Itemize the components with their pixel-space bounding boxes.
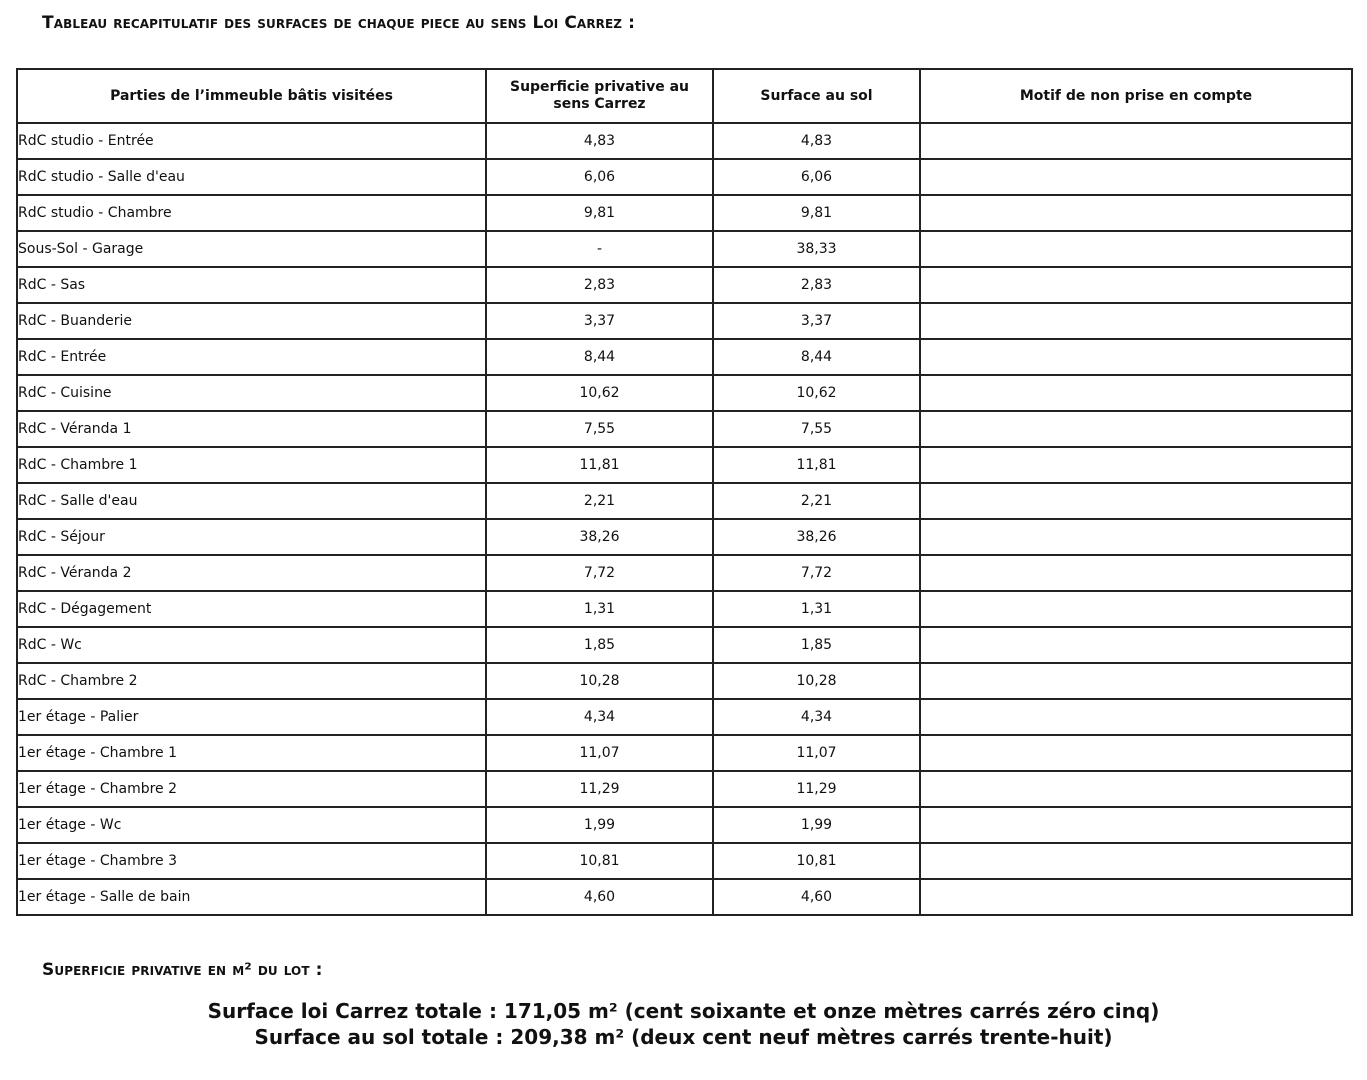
cell-motif [920, 699, 1352, 735]
cell-superficie-carrez: 3,37 [486, 303, 713, 339]
cell-superficie-carrez: 38,26 [486, 519, 713, 555]
cell-surface-sol: 4,60 [713, 879, 920, 915]
header-surface-sol: Surface au sol [713, 69, 920, 123]
cell-motif [920, 627, 1352, 663]
cell-surface-sol: 2,21 [713, 483, 920, 519]
cell-piece: RdC studio - Entrée [17, 123, 486, 159]
table-row [17, 807, 1352, 843]
cell-piece: RdC - Sas [17, 267, 486, 303]
cell-piece: RdC - Chambre 2 [17, 663, 486, 699]
cell-motif [920, 483, 1352, 519]
cell-piece: RdC - Cuisine [17, 375, 486, 411]
cell-motif [920, 735, 1352, 771]
cell-piece: 1er étage - Chambre 3 [17, 843, 486, 879]
table-row [17, 375, 1352, 411]
cell-motif [920, 843, 1352, 879]
cell-surface-sol: 38,26 [713, 519, 920, 555]
table-row [17, 591, 1352, 627]
cell-superficie-carrez: 4,83 [486, 123, 713, 159]
cell-surface-sol: 2,83 [713, 267, 920, 303]
cell-superficie-carrez: 10,62 [486, 375, 713, 411]
table-row [17, 627, 1352, 663]
cell-piece: RdC studio - Salle d'eau [17, 159, 486, 195]
header-parties: Parties de l’immeuble bâtis visitées [17, 69, 486, 123]
table-header-row [17, 69, 1352, 123]
cell-piece: RdC - Buanderie [17, 303, 486, 339]
cell-surface-sol: 3,37 [713, 303, 920, 339]
cell-surface-sol: 11,07 [713, 735, 920, 771]
cell-surface-sol: 10,28 [713, 663, 920, 699]
cell-superficie-carrez: - [486, 231, 713, 267]
cell-superficie-carrez: 10,81 [486, 843, 713, 879]
table-row [17, 411, 1352, 447]
cell-superficie-carrez: 4,60 [486, 879, 713, 915]
cell-surface-sol: 10,62 [713, 375, 920, 411]
cell-superficie-carrez: 11,81 [486, 447, 713, 483]
table-row [17, 555, 1352, 591]
cell-piece: RdC - Véranda 1 [17, 411, 486, 447]
table-row [17, 663, 1352, 699]
cell-superficie-carrez: 9,81 [486, 195, 713, 231]
cell-motif [920, 771, 1352, 807]
cell-piece: RdC - Dégagement [17, 591, 486, 627]
cell-surface-sol: 10,81 [713, 843, 920, 879]
table-row [17, 771, 1352, 807]
cell-motif [920, 303, 1352, 339]
cell-superficie-carrez: 7,55 [486, 411, 713, 447]
cell-superficie-carrez: 1,99 [486, 807, 713, 843]
cell-piece: 1er étage - Wc [17, 807, 486, 843]
cell-piece: RdC - Véranda 2 [17, 555, 486, 591]
cell-motif [920, 447, 1352, 483]
cell-superficie-carrez: 7,72 [486, 555, 713, 591]
table-row [17, 267, 1352, 303]
cell-piece: RdC - Wc [17, 627, 486, 663]
table-row [17, 195, 1352, 231]
table-row [17, 879, 1352, 915]
cell-motif [920, 195, 1352, 231]
cell-surface-sol: 4,83 [713, 123, 920, 159]
header-motif: Motif de non prise en compte [920, 69, 1352, 123]
totals-block [0, 998, 1367, 1050]
cell-piece: RdC - Chambre 1 [17, 447, 486, 483]
cell-superficie-carrez: 11,07 [486, 735, 713, 771]
cell-surface-sol: 1,31 [713, 591, 920, 627]
table-row [17, 123, 1352, 159]
cell-surface-sol: 38,33 [713, 231, 920, 267]
cell-motif [920, 555, 1352, 591]
cell-superficie-carrez: 8,44 [486, 339, 713, 375]
cell-superficie-carrez: 2,21 [486, 483, 713, 519]
cell-motif [920, 879, 1352, 915]
cell-surface-sol: 6,06 [713, 159, 920, 195]
cell-surface-sol: 9,81 [713, 195, 920, 231]
cell-superficie-carrez: 1,85 [486, 627, 713, 663]
cell-piece: RdC - Salle d'eau [17, 483, 486, 519]
cell-superficie-carrez: 2,83 [486, 267, 713, 303]
sol-total: Surface au sol totale : 209,38 m² (deux cent neuf mètres carrés trente-huit) [254, 1025, 1113, 1049]
table-row [17, 735, 1352, 771]
cell-surface-sol: 11,81 [713, 447, 920, 483]
table-row [17, 843, 1352, 879]
cell-piece: Sous-Sol - Garage [17, 231, 486, 267]
cell-surface-sol: 7,72 [713, 555, 920, 591]
table-row [17, 159, 1352, 195]
cell-piece: RdC studio - Chambre [17, 195, 486, 231]
cell-motif [920, 663, 1352, 699]
header-superficie-carrez: Superficie privative au sens Carrez [486, 69, 713, 123]
table-row [17, 447, 1352, 483]
cell-surface-sol: 8,44 [713, 339, 920, 375]
cell-motif [920, 411, 1352, 447]
cell-motif [920, 591, 1352, 627]
table-row [17, 303, 1352, 339]
table-row [17, 699, 1352, 735]
cell-piece: 1er étage - Palier [17, 699, 486, 735]
table-row [17, 483, 1352, 519]
cell-piece: 1er étage - Chambre 1 [17, 735, 486, 771]
cell-surface-sol: 7,55 [713, 411, 920, 447]
cell-motif [920, 375, 1352, 411]
cell-superficie-carrez: 4,34 [486, 699, 713, 735]
cell-surface-sol: 1,99 [713, 807, 920, 843]
cell-piece: 1er étage - Salle de bain [17, 879, 486, 915]
cell-surface-sol: 4,34 [713, 699, 920, 735]
cell-piece: RdC - Entrée [17, 339, 486, 375]
cell-motif [920, 519, 1352, 555]
table-row [17, 339, 1352, 375]
summary-title: Superficie privative en m² du lot : [42, 960, 323, 980]
cell-superficie-carrez: 10,28 [486, 663, 713, 699]
cell-surface-sol: 1,85 [713, 627, 920, 663]
table-row [17, 231, 1352, 267]
table-row [17, 519, 1352, 555]
carrez-total: Surface loi Carrez totale : 171,05 m² (cent soixante et onze mètres carrés zéro cinq) [207, 999, 1160, 1023]
cell-motif [920, 339, 1352, 375]
table-body [17, 123, 1352, 915]
cell-superficie-carrez: 11,29 [486, 771, 713, 807]
cell-superficie-carrez: 6,06 [486, 159, 713, 195]
cell-surface-sol: 11,29 [713, 771, 920, 807]
surfaces-table [16, 68, 1353, 916]
cell-motif [920, 159, 1352, 195]
cell-piece: 1er étage - Chambre 2 [17, 771, 486, 807]
cell-motif [920, 123, 1352, 159]
cell-motif [920, 231, 1352, 267]
cell-piece: RdC - Séjour [17, 519, 486, 555]
document-title: Tableau recapitulatif des surfaces de chaque piece au sens Loi Carrez : [42, 13, 636, 33]
cell-superficie-carrez: 1,31 [486, 591, 713, 627]
cell-motif [920, 267, 1352, 303]
cell-motif [920, 807, 1352, 843]
